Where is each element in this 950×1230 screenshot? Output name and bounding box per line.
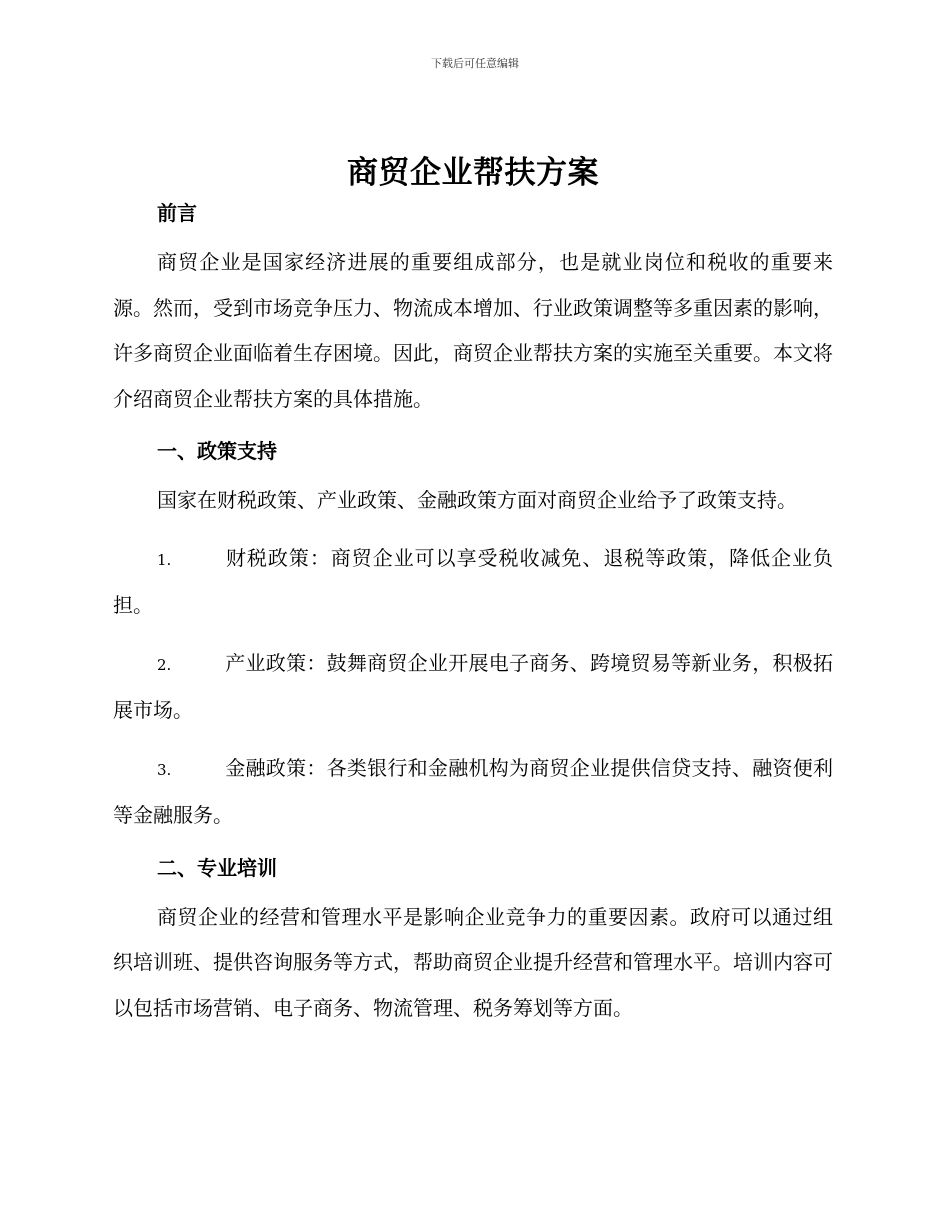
list-item-fiscal xyxy=(113,536,833,629)
list-item-finance xyxy=(113,746,833,839)
training-paragraph: 商贸企业的经营和管理水平是影响企业竞争力的重要因素。政府可以通过组织培训班、提供咨询服务等方式，帮助商贸企业提升经营和管理水平。培训内容可以包括市场营销、电子商务、物流管理、税务筹划等方面。 xyxy=(113,904,833,1020)
list-number: 2. xyxy=(157,655,172,674)
list-number: 3. xyxy=(157,760,172,779)
policy-paragraph: 国家在财税政策、产业政策、金融政策方面对商贸企业给予了政策支持。 xyxy=(157,488,797,512)
document-body xyxy=(113,148,833,1031)
section-heading-training: 二、专业培训 xyxy=(157,855,277,880)
document-title: 商贸企业帮扶方案 xyxy=(347,155,599,191)
list-text: 金融政策：各类银行和金融机构为商贸企业提供信贷支持、融资便利等金融服务。 xyxy=(113,755,833,827)
list-item-industry xyxy=(113,641,833,734)
section-heading-preface: 前言 xyxy=(157,201,197,225)
list-text: 产业政策：鼓舞商贸企业开展电子商务、跨境贸易等新业务，积极拓展市场。 xyxy=(113,650,833,722)
header-note: 下载后可任意编辑 xyxy=(431,57,519,70)
preface-paragraph: 商贸企业是国家经济进展的重要组成部分，也是就业岗位和税收的重要来源。然而，受到市场竞争压力、物流成本增加、行业政策调整等多重因素的影响，许多商贸企业面临着生存困境。因此，商贸企业帮扶方案的实施至关重要。本文将介绍商贸企业帮扶方案的具体措施。 xyxy=(113,250,833,411)
section-heading-policy: 一、政策支持 xyxy=(157,439,277,463)
list-text: 财税政策：商贸企业可以享受税收减免、退税等政策，降低企业负担。 xyxy=(113,545,833,617)
list-number: 1. xyxy=(157,550,172,569)
